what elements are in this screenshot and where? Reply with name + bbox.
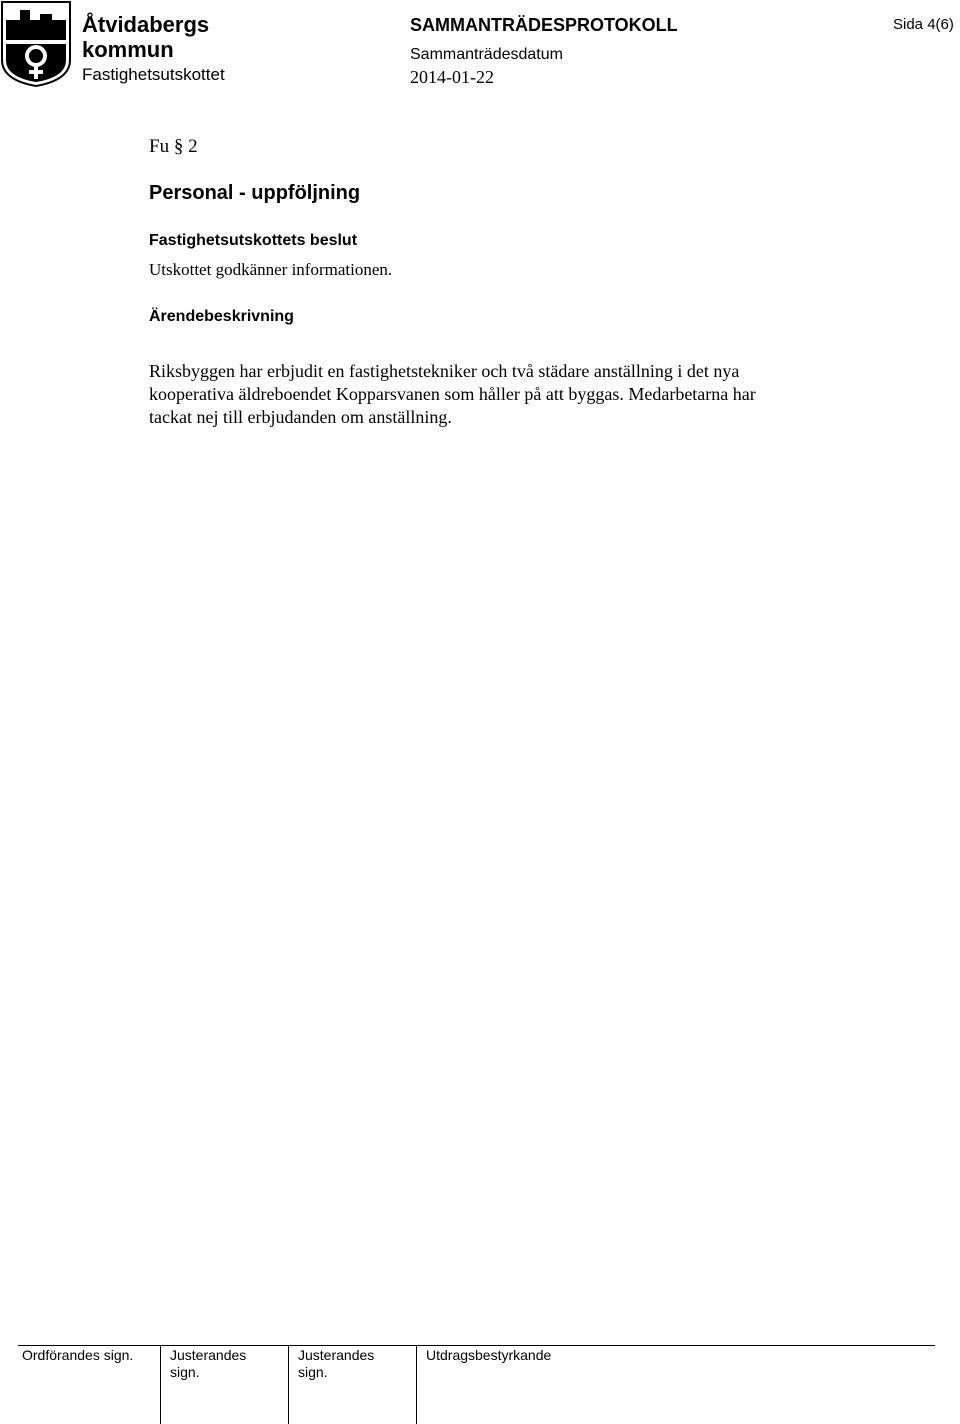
description-body: [149, 360, 829, 429]
decision-text: Utskottet godkänner informationen.: [149, 260, 393, 279]
adjuster-label-line: Justerandes: [170, 1347, 247, 1363]
description-line: kooperativa äldreboendet Kopparsvanen som håller på att byggas. Medarbetarna har: [149, 384, 756, 404]
adjuster-label-line: sign.: [170, 1364, 200, 1380]
meeting-date-label: Sammanträdesdatum: [410, 46, 563, 63]
footer-column-divider: [416, 1346, 417, 1424]
meeting-date-value: 2014-01-22: [410, 67, 494, 87]
footer-column-divider: [160, 1346, 161, 1424]
extract-certification-label: Utdragsbestyrkande: [426, 1347, 552, 1363]
paragraph-number: Fu § 2: [149, 136, 198, 157]
adjuster-signature-label-2: [298, 1347, 374, 1381]
adjuster-signature-label-1: [170, 1347, 246, 1381]
description-line: tackat nej till erbjudanden om anställning.: [149, 407, 452, 427]
footer-divider: [18, 1345, 935, 1346]
adjuster-label-line: sign.: [298, 1364, 328, 1380]
description-line: Riksbyggen har erbjudit en fastighetstekniker och två städare anställning i det nya: [149, 361, 740, 381]
adjuster-label-line: Justerandes: [298, 1347, 375, 1363]
organization-name-line1: Åtvidabergs: [82, 12, 210, 37]
decision-heading: Fastighetsutskottets beslut: [149, 232, 358, 249]
description-heading: Ärendebeskrivning: [149, 308, 294, 325]
chair-signature-label: Ordförandes sign.: [22, 1347, 134, 1363]
committee-name: Fastighetsutskottet: [82, 65, 225, 84]
item-title: Personal - uppföljning: [149, 182, 361, 204]
document-type: SAMMANTRÄDESPROTOKOLL: [410, 15, 678, 35]
page-number: Sida 4(6): [893, 16, 954, 33]
footer-column-divider: [288, 1346, 289, 1424]
municipal-coat-of-arms-icon: [0, 0, 72, 88]
organization-name-line2: kommun: [82, 37, 174, 62]
